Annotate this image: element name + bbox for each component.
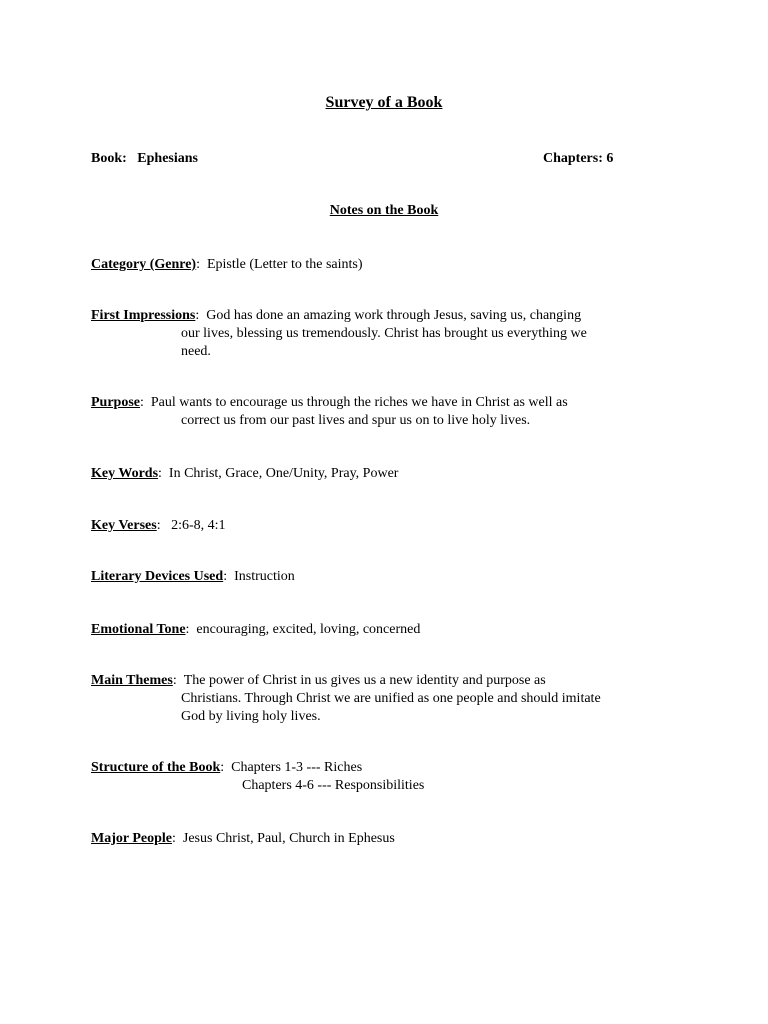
literary-devices-field: Literary Devices Used: Instruction bbox=[91, 569, 295, 584]
first-impressions-label: First Impressions bbox=[91, 308, 196, 323]
key-verses-value: 2:6-8, 4:1 bbox=[171, 518, 226, 533]
literary-devices-label: Literary Devices Used bbox=[91, 569, 224, 584]
major-people-value: Jesus Christ, Paul, Church in Ephesus bbox=[182, 831, 395, 846]
structure-label: Structure of the Book bbox=[91, 760, 221, 775]
major-people-label: Major People bbox=[91, 831, 172, 846]
key-words-label: Key Words bbox=[91, 466, 159, 481]
literary-devices-value: Instruction bbox=[234, 569, 295, 584]
structure-line-2: Chapters 4-6 --- Responsibilities bbox=[242, 778, 425, 793]
emotional-tone-value: encouraging, excited, loving, concerned bbox=[196, 622, 421, 637]
purpose-line-1: Paul wants to encourage us through the riches we have in Christ as well as bbox=[150, 395, 568, 410]
book-value: Ephesians bbox=[137, 151, 198, 166]
first-impressions-line-2: our lives, blessing us tremendously. Christ has brought us everything we bbox=[181, 326, 587, 341]
purpose-line-2: correct us from our past lives and spur us on to live holy lives. bbox=[181, 413, 531, 428]
first-impressions-line-1: God has done an amazing work through Jesus, saving us, changing bbox=[206, 308, 582, 323]
structure-field: Structure of the Book: Chapters 1-3 --- Riches Chapters 4-6 --- Responsibilities bbox=[91, 759, 651, 795]
main-themes-line-3: God by living holy lives. bbox=[181, 709, 321, 724]
key-words-value: In Christ, Grace, One/Unity, Pray, Power bbox=[168, 466, 399, 481]
major-people-field: Major People: Jesus Christ, Paul, Church in Ephesus bbox=[91, 831, 395, 846]
category-value: Epistle (Letter to the saints) bbox=[206, 257, 363, 272]
notes-heading: Notes on the Book bbox=[329, 203, 439, 218]
main-themes-field: Main Themes: The power of Christ in us gives us a new identity and purpose as Christians. Through Christ we are unified as one people and should imitate God by living holy lives. bbox=[91, 672, 651, 726]
key-words-field: Key Words: In Christ, Grace, One/Unity, Pray, Power bbox=[91, 466, 399, 481]
key-verses-field: Key Verses: 2:6-8, 4:1 bbox=[91, 518, 226, 533]
main-themes-label: Main Themes bbox=[91, 673, 173, 688]
emotional-tone-label: Emotional Tone bbox=[91, 622, 186, 637]
category-label: Category (Genre) bbox=[91, 257, 197, 272]
book-field bbox=[91, 151, 198, 167]
page-title: Survey of a Book bbox=[325, 94, 443, 111]
emotional-tone-field: Emotional Tone: encouraging, excited, loving, concerned bbox=[91, 622, 421, 637]
category-field: Category (Genre): Epistle (Letter to the saints) bbox=[91, 257, 363, 272]
chapters-field bbox=[543, 151, 613, 167]
first-impressions-field: First Impressions: God has done an amazing work through Jesus, saving us, changing our lives, blessing us tremendously. Christ has brought us everything we need. bbox=[91, 307, 651, 361]
book-label: Book: bbox=[91, 151, 127, 166]
chapters-label: Chapters: bbox=[543, 151, 603, 166]
key-verses-label: Key Verses bbox=[91, 518, 157, 533]
first-impressions-line-3: need. bbox=[181, 344, 211, 359]
purpose-field: Purpose: Paul wants to encourage us through the riches we have in Christ as well as correct us from our past lives and spur us on to live holy lives. bbox=[91, 394, 651, 430]
chapters-value: 6 bbox=[606, 151, 614, 166]
main-themes-line-2: Christians. Through Christ we are unified as one people and should imitate bbox=[181, 691, 601, 706]
purpose-label: Purpose bbox=[91, 395, 140, 410]
main-themes-line-1: The power of Christ in us gives us a new identity and purpose as bbox=[183, 673, 546, 688]
structure-line-1: Chapters 1-3 --- Riches bbox=[231, 760, 363, 775]
